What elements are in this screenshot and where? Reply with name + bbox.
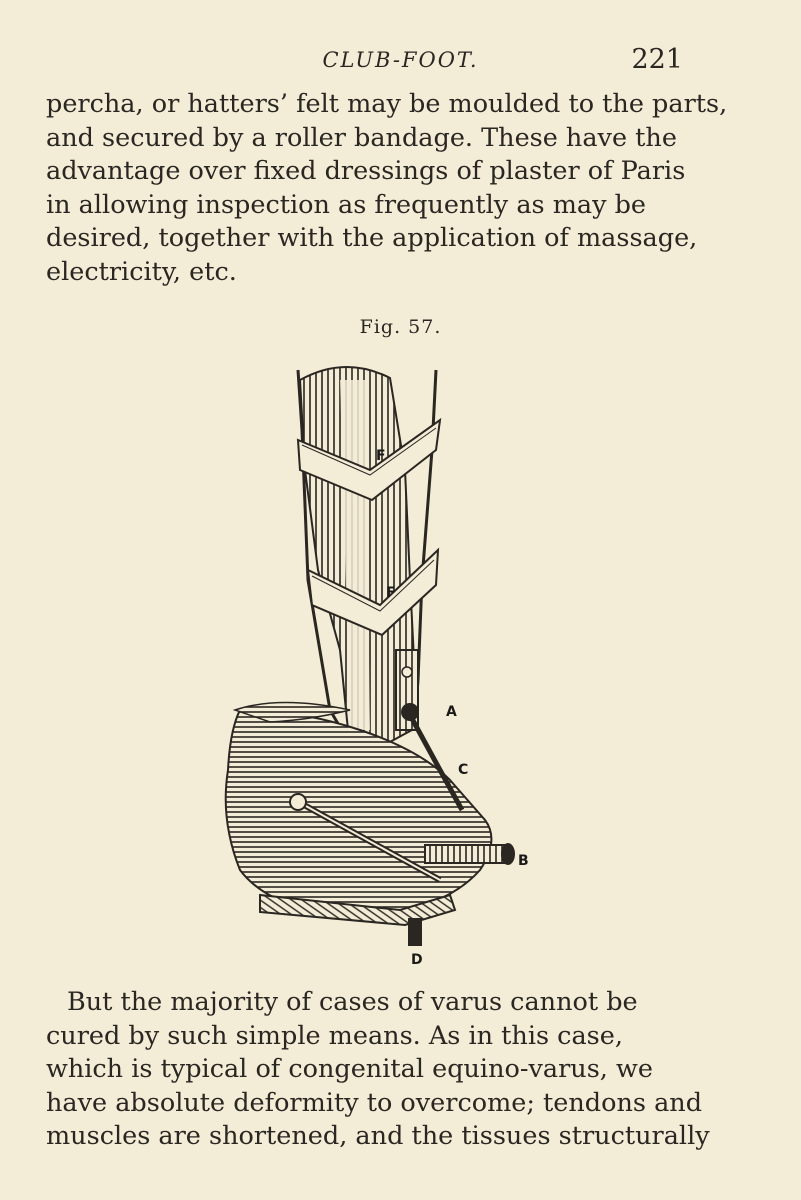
text-line: cured by such simple means. As in this case, xyxy=(46,1020,623,1051)
text-line: which is typical of congenital equino-varus, we xyxy=(46,1054,653,1085)
label-c: C xyxy=(458,762,469,778)
text-line: percha, or hatters’ felt may be moulded to the parts, xyxy=(46,89,728,119)
text-line: and secured by a roller bandage. These have the xyxy=(46,122,677,153)
text-line: muscles are shortened, and the tissues structurally xyxy=(46,1121,710,1152)
text-line: in allowing inspection as frequently as may be xyxy=(46,189,647,220)
text-line: desired, together with the application of massage, xyxy=(46,223,698,254)
running-head-title: CLUB-FOOT. xyxy=(322,48,479,72)
running-head xyxy=(0,44,801,84)
label-f-lower: F xyxy=(386,585,396,601)
figure-caption: Fig. 57. xyxy=(359,316,442,338)
brace-engraving xyxy=(200,350,540,980)
text-line: advantage over fixed dressings of plaster of Paris xyxy=(46,156,686,187)
page-number: 221 xyxy=(631,44,683,75)
label-b: B xyxy=(518,853,529,869)
text-line: have absolute deformity to overcome; tendons and xyxy=(46,1087,703,1118)
base-stud xyxy=(408,918,422,946)
text-line: But the majority of cases of varus cannot be xyxy=(67,987,638,1017)
label-f-upper: F xyxy=(376,448,386,464)
foot-shape xyxy=(226,710,492,915)
label-d: D xyxy=(411,952,423,968)
text-line: electricity, etc. xyxy=(46,256,237,287)
adjusting-screw xyxy=(425,845,505,863)
paragraph-bottom xyxy=(46,986,710,1154)
label-a: A xyxy=(446,704,457,720)
paragraph-top xyxy=(46,88,727,290)
figure-57-illustration xyxy=(200,350,540,980)
